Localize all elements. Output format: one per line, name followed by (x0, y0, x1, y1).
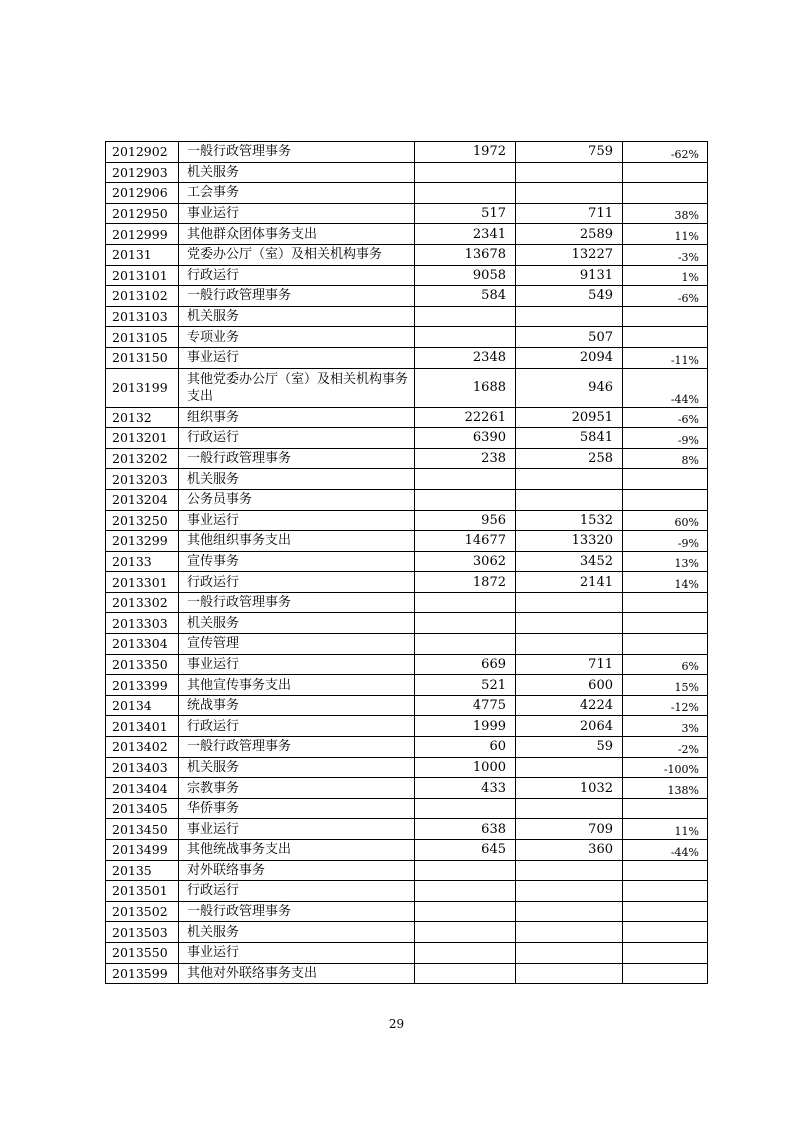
change-percent-cell (623, 860, 708, 881)
table-row (106, 757, 708, 778)
current-amount-cell: 507 (516, 327, 623, 348)
current-amount-cell: 4224 (516, 695, 623, 716)
account-code-cell: 2013404 (106, 778, 179, 799)
current-amount-cell: 946 (516, 368, 623, 407)
account-name-cell: 工会事务 (179, 183, 415, 204)
account-code-cell: 20132 (106, 407, 179, 428)
table-row (106, 737, 708, 758)
account-name-cell: 机关服务 (179, 613, 415, 634)
table-row (106, 183, 708, 204)
table-row (106, 778, 708, 799)
account-code-cell: 2013402 (106, 737, 179, 758)
table-row (106, 347, 708, 368)
account-name-cell: 其他宣传事务支出 (179, 675, 415, 696)
change-percent-cell: 11% (623, 224, 708, 245)
account-name-cell: 其他对外联络事务支出 (179, 963, 415, 984)
current-amount-cell: 13320 (516, 531, 623, 552)
change-percent-cell: -11% (623, 347, 708, 368)
prior-amount-cell (415, 469, 516, 490)
change-percent-cell (623, 469, 708, 490)
account-code-cell: 2013299 (106, 531, 179, 552)
account-code-cell: 2013450 (106, 819, 179, 840)
table-row (106, 142, 708, 163)
table-row (106, 819, 708, 840)
table-row (106, 572, 708, 593)
prior-amount-cell (415, 183, 516, 204)
current-amount-cell: 360 (516, 840, 623, 861)
account-code-cell: 20133 (106, 551, 179, 572)
prior-amount-cell: 1872 (415, 572, 516, 593)
change-percent-cell: 38% (623, 203, 708, 224)
prior-amount-cell: 238 (415, 448, 516, 469)
current-amount-cell (516, 881, 623, 902)
table-row (106, 368, 708, 407)
current-amount-cell: 5841 (516, 428, 623, 449)
account-name-cell: 一般行政管理事务 (179, 142, 415, 163)
prior-amount-cell (415, 963, 516, 984)
change-percent-cell: -12% (623, 695, 708, 716)
account-name-cell: 一般行政管理事务 (179, 286, 415, 307)
account-code-cell: 2013401 (106, 716, 179, 737)
current-amount-cell (516, 613, 623, 634)
table-row (106, 840, 708, 861)
account-name-cell: 机关服务 (179, 757, 415, 778)
account-name-cell: 专项业务 (179, 327, 415, 348)
account-name-cell: 机关服务 (179, 922, 415, 943)
account-code-cell: 2013102 (106, 286, 179, 307)
current-amount-cell: 2094 (516, 347, 623, 368)
account-name-cell: 其他统战事务支出 (179, 840, 415, 861)
prior-amount-cell (415, 162, 516, 183)
table-row (106, 798, 708, 819)
prior-amount-cell: 638 (415, 819, 516, 840)
prior-amount-cell (415, 592, 516, 613)
account-name-cell: 事业运行 (179, 942, 415, 963)
table-row (106, 489, 708, 510)
prior-amount-cell (415, 798, 516, 819)
prior-amount-cell: 1999 (415, 716, 516, 737)
account-code-cell: 2013599 (106, 963, 179, 984)
table-row (106, 286, 708, 307)
change-percent-cell (623, 922, 708, 943)
prior-amount-cell: 14677 (415, 531, 516, 552)
account-name-cell: 一般行政管理事务 (179, 592, 415, 613)
account-name-cell: 宗教事务 (179, 778, 415, 799)
current-amount-cell (516, 798, 623, 819)
account-code-cell: 2013150 (106, 347, 179, 368)
change-percent-cell (623, 901, 708, 922)
account-code-cell: 2013304 (106, 634, 179, 655)
account-name-cell: 机关服务 (179, 162, 415, 183)
account-code-cell: 2013101 (106, 265, 179, 286)
account-name-cell: 宣传管理 (179, 634, 415, 655)
account-name-cell: 行政运行 (179, 428, 415, 449)
prior-amount-cell: 9058 (415, 265, 516, 286)
prior-amount-cell: 1000 (415, 757, 516, 778)
prior-amount-cell: 2341 (415, 224, 516, 245)
change-percent-cell: -2% (623, 737, 708, 758)
account-code-cell: 2012902 (106, 142, 179, 163)
current-amount-cell (516, 901, 623, 922)
change-percent-cell: 13% (623, 551, 708, 572)
account-name-cell: 机关服务 (179, 469, 415, 490)
table-row (106, 244, 708, 265)
prior-amount-cell (415, 634, 516, 655)
prior-amount-cell: 4775 (415, 695, 516, 716)
prior-amount-cell (415, 922, 516, 943)
change-percent-cell: -6% (623, 286, 708, 307)
table-row (106, 531, 708, 552)
current-amount-cell (516, 942, 623, 963)
account-code-cell: 2013204 (106, 489, 179, 510)
change-percent-cell: 138% (623, 778, 708, 799)
prior-amount-cell: 669 (415, 654, 516, 675)
change-percent-cell: -9% (623, 531, 708, 552)
prior-amount-cell: 956 (415, 510, 516, 531)
current-amount-cell: 711 (516, 654, 623, 675)
prior-amount-cell: 584 (415, 286, 516, 307)
current-amount-cell (516, 757, 623, 778)
table-row (106, 551, 708, 572)
table-row (106, 942, 708, 963)
prior-amount-cell (415, 489, 516, 510)
change-percent-cell: 14% (623, 572, 708, 593)
table-row (106, 675, 708, 696)
current-amount-cell: 2141 (516, 572, 623, 593)
account-name-cell: 行政运行 (179, 881, 415, 902)
account-code-cell: 2013302 (106, 592, 179, 613)
change-percent-cell: -100% (623, 757, 708, 778)
current-amount-cell (516, 489, 623, 510)
prior-amount-cell (415, 327, 516, 348)
current-amount-cell: 3452 (516, 551, 623, 572)
table-row (106, 428, 708, 449)
change-percent-cell (623, 592, 708, 613)
account-code-cell: 20131 (106, 244, 179, 265)
change-percent-cell (623, 963, 708, 984)
budget-table (105, 141, 708, 984)
account-code-cell: 2012903 (106, 162, 179, 183)
table-row (106, 881, 708, 902)
change-percent-cell: 8% (623, 448, 708, 469)
account-name-cell: 其他组织事务支出 (179, 531, 415, 552)
change-percent-cell (623, 798, 708, 819)
change-percent-cell (623, 306, 708, 327)
table-row (106, 327, 708, 348)
account-name-cell: 事业运行 (179, 510, 415, 531)
account-name-cell: 事业运行 (179, 654, 415, 675)
table-row (106, 963, 708, 984)
page-number: 29 (388, 1017, 405, 1031)
account-name-cell: 一般行政管理事务 (179, 448, 415, 469)
account-code-cell: 2013201 (106, 428, 179, 449)
table-row (106, 469, 708, 490)
prior-amount-cell (415, 860, 516, 881)
account-code-cell: 2013103 (106, 306, 179, 327)
table-row (106, 407, 708, 428)
account-name-cell: 事业运行 (179, 203, 415, 224)
prior-amount-cell (415, 613, 516, 634)
account-code-cell: 2013403 (106, 757, 179, 778)
account-name-cell: 行政运行 (179, 716, 415, 737)
prior-amount-cell: 645 (415, 840, 516, 861)
current-amount-cell (516, 634, 623, 655)
change-percent-cell: 6% (623, 654, 708, 675)
current-amount-cell: 1532 (516, 510, 623, 531)
table-row (106, 448, 708, 469)
current-amount-cell: 711 (516, 203, 623, 224)
table-body (106, 142, 708, 984)
table-row (106, 654, 708, 675)
account-code-cell: 2013350 (106, 654, 179, 675)
account-code-cell: 2013303 (106, 613, 179, 634)
prior-amount-cell: 517 (415, 203, 516, 224)
table-row (106, 634, 708, 655)
account-code-cell: 20135 (106, 860, 179, 881)
account-name-cell: 一般行政管理事务 (179, 901, 415, 922)
table-row (106, 162, 708, 183)
account-name-cell: 机关服务 (179, 306, 415, 327)
prior-amount-cell: 433 (415, 778, 516, 799)
change-percent-cell: 1% (623, 265, 708, 286)
prior-amount-cell (415, 942, 516, 963)
table-row (106, 592, 708, 613)
account-name-cell: 公务员事务 (179, 489, 415, 510)
account-name-cell: 统战事务 (179, 695, 415, 716)
account-name-cell: 行政运行 (179, 572, 415, 593)
change-percent-cell: 11% (623, 819, 708, 840)
prior-amount-cell (415, 306, 516, 327)
account-code-cell: 20134 (106, 695, 179, 716)
change-percent-cell (623, 162, 708, 183)
current-amount-cell (516, 592, 623, 613)
current-amount-cell (516, 183, 623, 204)
account-name-cell: 其他群众团体事务支出 (179, 224, 415, 245)
account-code-cell: 2013199 (106, 368, 179, 407)
change-percent-cell (623, 327, 708, 348)
current-amount-cell (516, 306, 623, 327)
account-code-cell: 2013501 (106, 881, 179, 902)
change-percent-cell (623, 942, 708, 963)
account-name-cell: 事业运行 (179, 819, 415, 840)
current-amount-cell: 13227 (516, 244, 623, 265)
table-row (106, 510, 708, 531)
account-name-cell: 党委办公厅（室）及相关机构事务 (179, 244, 415, 265)
change-percent-cell: 3% (623, 716, 708, 737)
table-row (106, 695, 708, 716)
current-amount-cell (516, 922, 623, 943)
current-amount-cell (516, 469, 623, 490)
current-amount-cell: 600 (516, 675, 623, 696)
account-code-cell: 2013499 (106, 840, 179, 861)
account-name-cell: 宣传事务 (179, 551, 415, 572)
current-amount-cell: 258 (516, 448, 623, 469)
prior-amount-cell (415, 901, 516, 922)
prior-amount-cell: 6390 (415, 428, 516, 449)
change-percent-cell: -44% (623, 368, 708, 407)
prior-amount-cell: 521 (415, 675, 516, 696)
table-row (106, 613, 708, 634)
change-percent-cell: -6% (623, 407, 708, 428)
account-name-cell: 其他党委办公厅（室）及相关机构事务支出 (179, 368, 415, 407)
table-row (106, 265, 708, 286)
table-row (106, 203, 708, 224)
current-amount-cell: 20951 (516, 407, 623, 428)
account-code-cell: 2012906 (106, 183, 179, 204)
current-amount-cell: 2064 (516, 716, 623, 737)
table-row (106, 716, 708, 737)
account-code-cell: 2013301 (106, 572, 179, 593)
account-code-cell: 2013550 (106, 942, 179, 963)
account-code-cell: 2013502 (106, 901, 179, 922)
change-percent-cell (623, 489, 708, 510)
account-name-cell: 组织事务 (179, 407, 415, 428)
account-name-cell: 事业运行 (179, 347, 415, 368)
prior-amount-cell: 60 (415, 737, 516, 758)
change-percent-cell: 60% (623, 510, 708, 531)
current-amount-cell (516, 860, 623, 881)
account-code-cell: 2013405 (106, 798, 179, 819)
prior-amount-cell: 1972 (415, 142, 516, 163)
current-amount-cell: 709 (516, 819, 623, 840)
table-row (106, 901, 708, 922)
table-row (106, 306, 708, 327)
account-code-cell: 2012999 (106, 224, 179, 245)
change-percent-cell: -3% (623, 244, 708, 265)
current-amount-cell: 1032 (516, 778, 623, 799)
table-row (106, 922, 708, 943)
change-percent-cell: -44% (623, 840, 708, 861)
account-code-cell: 2013399 (106, 675, 179, 696)
account-name-cell: 对外联络事务 (179, 860, 415, 881)
account-code-cell: 2013202 (106, 448, 179, 469)
prior-amount-cell: 2348 (415, 347, 516, 368)
current-amount-cell: 2589 (516, 224, 623, 245)
account-name-cell: 一般行政管理事务 (179, 737, 415, 758)
table-row (106, 860, 708, 881)
change-percent-cell (623, 881, 708, 902)
account-code-cell: 2013250 (106, 510, 179, 531)
change-percent-cell: -62% (623, 142, 708, 163)
current-amount-cell: 759 (516, 142, 623, 163)
account-code-cell: 2013203 (106, 469, 179, 490)
change-percent-cell: 15% (623, 675, 708, 696)
change-percent-cell: -9% (623, 428, 708, 449)
prior-amount-cell: 13678 (415, 244, 516, 265)
prior-amount-cell (415, 881, 516, 902)
change-percent-cell (623, 183, 708, 204)
change-percent-cell (623, 634, 708, 655)
account-name-cell: 华侨事务 (179, 798, 415, 819)
current-amount-cell: 59 (516, 737, 623, 758)
table-row (106, 224, 708, 245)
current-amount-cell (516, 963, 623, 984)
account-name-cell: 行政运行 (179, 265, 415, 286)
prior-amount-cell: 22261 (415, 407, 516, 428)
account-code-cell: 2013105 (106, 327, 179, 348)
prior-amount-cell: 1688 (415, 368, 516, 407)
account-code-cell: 2013503 (106, 922, 179, 943)
current-amount-cell: 9131 (516, 265, 623, 286)
change-percent-cell (623, 613, 708, 634)
prior-amount-cell: 3062 (415, 551, 516, 572)
account-code-cell: 2012950 (106, 203, 179, 224)
current-amount-cell: 549 (516, 286, 623, 307)
current-amount-cell (516, 162, 623, 183)
